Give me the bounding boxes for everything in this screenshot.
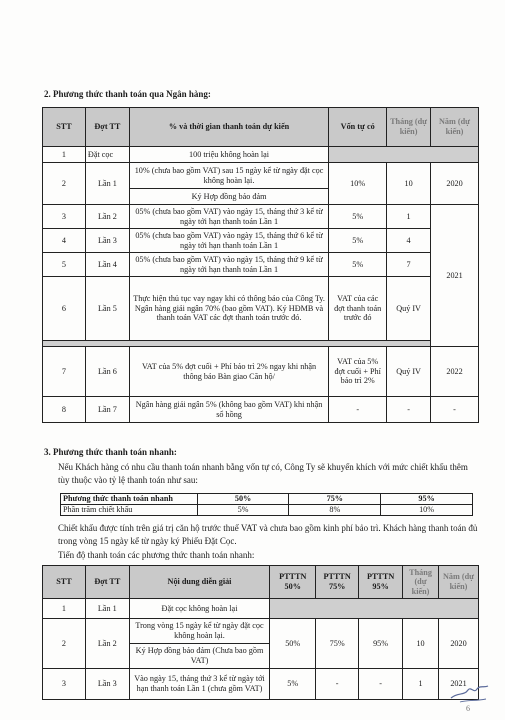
table-row — [43, 277, 479, 341]
cell-von: VAT của 5% đợt cuối + Phí bảo trì 2% — [329, 347, 387, 397]
cell-desc: 05% (chưa bao gồm VAT) vào ngày 15, tháng thứ 6 kể từ ngày tới hạn thanh toán Lần 1 — [129, 229, 328, 253]
page-number: 6 — [466, 704, 470, 713]
discount-table — [60, 493, 473, 516]
cell-stt: 2 — [43, 163, 86, 205]
cell-von: 5% — [329, 253, 387, 277]
table-row — [43, 163, 479, 189]
cell-desc-2: Ký Hợp đồng bảo đảm — [129, 189, 328, 205]
header-thang: Tháng (dự kiến) — [403, 566, 439, 599]
cell-dot: Lần 1 — [85, 599, 129, 619]
cell-stt: 6 — [43, 277, 86, 341]
cell-desc: 05% (chưa bao gồm VAT) vào ngày 15, tháng thứ 9 kể từ ngày tới hạn thanh toán Lần 1 — [129, 253, 328, 277]
cell-desc: Trong vòng 15 ngày kể từ ngày đặt cọc không hoàn lại. — [129, 619, 269, 644]
cell-desc: 05% (chưa bao gồm VAT) vào ngày 15, tháng thứ 3 kể từ ngày tới hạn thanh toán Lần 1 — [129, 205, 328, 229]
header-desc: % và thời gian thanh toán dự kiến — [129, 108, 328, 147]
cell-thang: - — [387, 397, 431, 423]
header-nam: Năm (dự kiến) — [439, 566, 479, 599]
table-row — [43, 205, 479, 229]
cell-desc: 100 triệu không hoàn lại — [129, 147, 328, 163]
cell-dot: Lần 3 — [85, 669, 129, 700]
cell-thang: 1 — [403, 669, 439, 700]
cell-thang: Quý IV — [387, 277, 431, 341]
cell-desc-2: Ký Hợp đồng bảo đảm (Chưa bao gồm VAT) — [129, 644, 269, 669]
discount-header-50: 50% — [197, 494, 289, 505]
discount-value-50: 5% — [197, 505, 289, 516]
header-dot: Đợt TT — [85, 566, 129, 599]
intro-paragraph: Nếu Khách hàng có nhu cầu thanh toán nhanh bằng vốn tự có, Công Ty sẽ khuyến khích với mức chiết khấu thêm tùy thuộc vào tỷ lệ thanh toán như sau: — [58, 462, 468, 485]
cell-nam: 2022 — [431, 347, 479, 397]
cell-empty — [270, 599, 479, 619]
cell-von: 10% — [329, 163, 387, 205]
table-row — [43, 599, 479, 619]
cell-p50: 50% — [270, 619, 316, 669]
cell-dot: Lần 4 — [85, 253, 129, 277]
cell-stt: 5 — [43, 253, 86, 277]
header-p75: PTTTN 75% — [316, 566, 359, 599]
cell-nam: 2020 — [439, 619, 479, 669]
header-stt: STT — [43, 108, 86, 147]
table-row — [43, 229, 479, 253]
cell-stt: 4 — [43, 229, 86, 253]
signature-mark — [448, 678, 490, 706]
cell-stt: 7 — [43, 347, 86, 397]
cell-von: 5% — [329, 229, 387, 253]
discount-header-75: 75% — [289, 494, 381, 505]
cell-desc: Ngân hàng giải ngân 5% (không bao gồm VAT) khi nhận sổ hồng — [129, 397, 328, 423]
table-row — [43, 397, 479, 423]
cell-thang: 1 — [387, 205, 431, 229]
cell-desc: Đặt cọc không hoàn lại — [129, 599, 269, 619]
cell-desc: 10% (chưa bao gồm VAT) sau 15 ngày kể từ ngày đặt cọc không hoàn lại. — [129, 163, 328, 189]
cell-desc: Thực hiện thủ tục vay ngay khi có thông báo của Công Ty. Ngân hàng giải ngân 70% (bao gồm VAT). Ký HĐMB và thanh toán VAT các đợt thanh toán trước đó. — [129, 277, 328, 341]
cell-p95: 95% — [359, 619, 403, 669]
table-row — [43, 253, 479, 277]
cell-p75: - — [316, 669, 359, 700]
bank-payment-table — [42, 107, 479, 423]
cell-von: - — [329, 397, 387, 423]
cell-thang: 7 — [387, 253, 431, 277]
discount-value-75: 8% — [289, 505, 381, 516]
header-von: Vốn tự có — [329, 108, 387, 147]
discount-value-95: 10% — [381, 505, 473, 516]
cell-thang: Quý IV — [387, 347, 431, 397]
header-desc: Nội dung diễn giải — [129, 566, 269, 599]
cell-desc: VAT của 5% đợt cuối + Phí bảo trì 2% ngay khi nhận thông báo Bàn giao Căn hộ/ — [129, 347, 328, 397]
table-header-row — [43, 108, 479, 147]
cell-dot: Lần 3 — [85, 229, 129, 253]
table-row — [43, 669, 479, 700]
cell-thang: 10 — [403, 619, 439, 669]
header-stt: STT — [43, 566, 86, 599]
schedule-intro: Tiến độ thanh toán các phương thức thanh toán nhanh: — [58, 550, 255, 560]
discount-note-paragraph: Chiết khấu được tính trên giá trị căn hộ trước thuế VAT và chưa bao gồm kinh phí bảo trì. Khách hàng thanh toán đủ trong vòng 15 ngày kể từ ngày ký Phiếu Đặt Cọc. — [58, 523, 478, 546]
cell-dot: Lần 5 — [85, 277, 129, 341]
cell-von: 5% — [329, 205, 387, 229]
cell-dot: Lần 2 — [85, 619, 129, 669]
cell-stt: 8 — [43, 397, 86, 423]
cell-desc: Vào ngày 15, tháng thứ 3 kể từ ngày tới hạn thanh toán Lần 1 (chưa gồm VAT) — [129, 669, 269, 700]
cell-stt: 1 — [43, 599, 86, 619]
cell-p75: 75% — [316, 619, 359, 669]
cell-thang: 10 — [387, 163, 431, 205]
cell-dot: Lần 1 — [85, 163, 129, 205]
discount-header-label: Phương thức thanh toán nhanh — [61, 494, 198, 505]
header-thang: Tháng (dự kiến) — [387, 108, 431, 147]
header-nam: Năm (dự kiến) — [431, 108, 479, 147]
cell-stt: 1 — [43, 147, 86, 163]
cell-nam: 2021 — [439, 669, 479, 700]
discount-header-95: 95% — [381, 494, 473, 505]
table-header-row — [43, 566, 479, 599]
fast-payment-table — [42, 565, 479, 700]
cell-stt: 3 — [43, 205, 86, 229]
header-dot: Đợt TT — [85, 108, 129, 147]
header-p95: PTTTN 95% — [359, 566, 403, 599]
header-p50: PTTTN 50% — [270, 566, 316, 599]
cell-thang: 4 — [387, 229, 431, 253]
cell-dot: Đặt cọc — [85, 147, 129, 163]
cell-empty — [329, 147, 479, 163]
discount-row — [61, 505, 473, 516]
cell-nam: 2021 — [431, 205, 479, 347]
cell-dot: Lần 6 — [85, 347, 129, 397]
cell-nam: 2020 — [431, 163, 479, 205]
section-3-heading: 3. Phương thức thanh toán nhanh: — [44, 447, 177, 457]
cell-p50: 5% — [270, 669, 316, 700]
table-row — [43, 619, 479, 644]
cell-von: VAT của các đợt thanh toán trước đó — [329, 277, 387, 341]
cell-dot: Lần 2 — [85, 205, 129, 229]
cell-p95: - — [359, 669, 403, 700]
section-2-heading: 2. Phương thức thanh toán qua Ngân hàng: — [44, 89, 211, 99]
cell-stt: 3 — [43, 669, 86, 700]
discount-header-row — [61, 494, 473, 505]
cell-stt: 2 — [43, 619, 86, 669]
table-row — [43, 347, 479, 397]
table-row — [43, 147, 479, 163]
discount-row-label: Phần trăm chiết khấu — [61, 505, 198, 516]
cell-nam: - — [431, 397, 479, 423]
cell-dot: Lần 7 — [85, 397, 129, 423]
